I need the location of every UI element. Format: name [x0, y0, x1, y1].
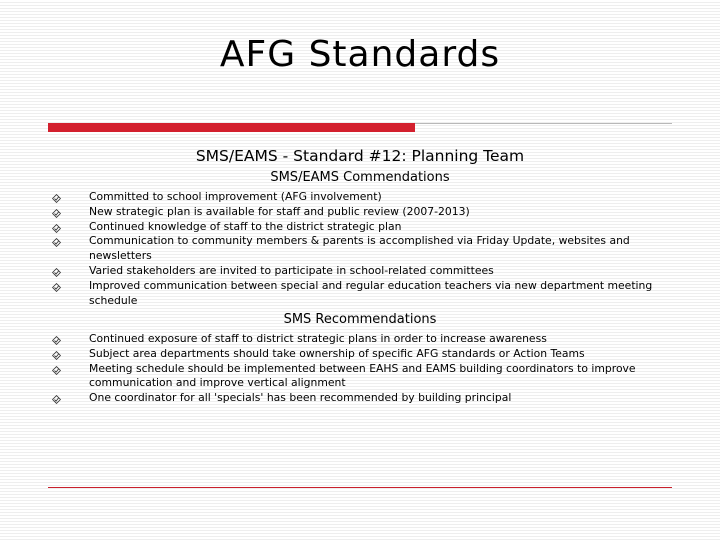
list-item-text: Communication to community members & parents is accomplished via Friday Update, websites and newsletters: [89, 234, 630, 263]
list-item-text: New strategic plan is available for staff and public review (2007-2013): [89, 204, 470, 218]
slide-subtitle: SMS/EAMS - Standard #12: Planning Team: [195, 147, 525, 165]
list-item-text: Meeting schedule should be implemented between EAHS and EAMS building coordinators to improve communication and improve vertical alignment: [89, 361, 636, 390]
checkmark-diamond-icon: [52, 366, 61, 375]
checkmark-diamond-icon: [52, 351, 61, 360]
list-item-text: Continued exposure of staff to district strategic plans in order to increase awareness: [89, 332, 547, 345]
checkmark-diamond-icon: [52, 224, 61, 233]
checkmark-diamond-icon: [52, 268, 61, 277]
list-item-text: Continued knowledge of staff to the district strategic plan: [89, 219, 402, 233]
commendations-heading: SMS/EAMS Commendations: [270, 170, 450, 185]
checkmark-diamond-icon: [52, 336, 61, 345]
list-item: [52, 264, 672, 279]
list-item: [52, 234, 672, 264]
recommendations-list: [52, 332, 672, 406]
checkmark-diamond-icon: [52, 395, 61, 404]
list-item: [52, 347, 672, 362]
bottom-divider: [48, 487, 672, 488]
list-item: [52, 332, 672, 347]
list-item-text: One coordinator for all 'specials' has been recommended by building principal: [89, 391, 512, 405]
list-item: [52, 205, 672, 220]
list-item-text: Subject area departments should take ownership of specific AFG standards or Action Teams: [89, 346, 585, 360]
list-item: [52, 279, 672, 309]
list-item: [52, 362, 672, 392]
commendations-list: [52, 190, 672, 308]
list-item-text: Varied stakeholders are invited to participate in school-related committees: [89, 263, 494, 277]
list-item: [52, 220, 672, 235]
list-item-text: Improved communication between special and regular education teachers via new department meeting schedule: [89, 278, 653, 307]
list-item-text: Committed to school improvement (AFG involvement): [89, 190, 382, 203]
recommendations-heading: SMS Recommendations: [283, 312, 437, 327]
checkmark-diamond-icon: [52, 283, 61, 292]
list-item: [52, 391, 672, 406]
list-item: [52, 190, 672, 205]
checkmark-diamond-icon: [52, 209, 61, 218]
slide-title: AFG Standards: [219, 34, 501, 75]
top-accent-bar: [48, 123, 415, 132]
checkmark-diamond-icon: [52, 238, 61, 247]
checkmark-diamond-icon: [52, 194, 61, 203]
